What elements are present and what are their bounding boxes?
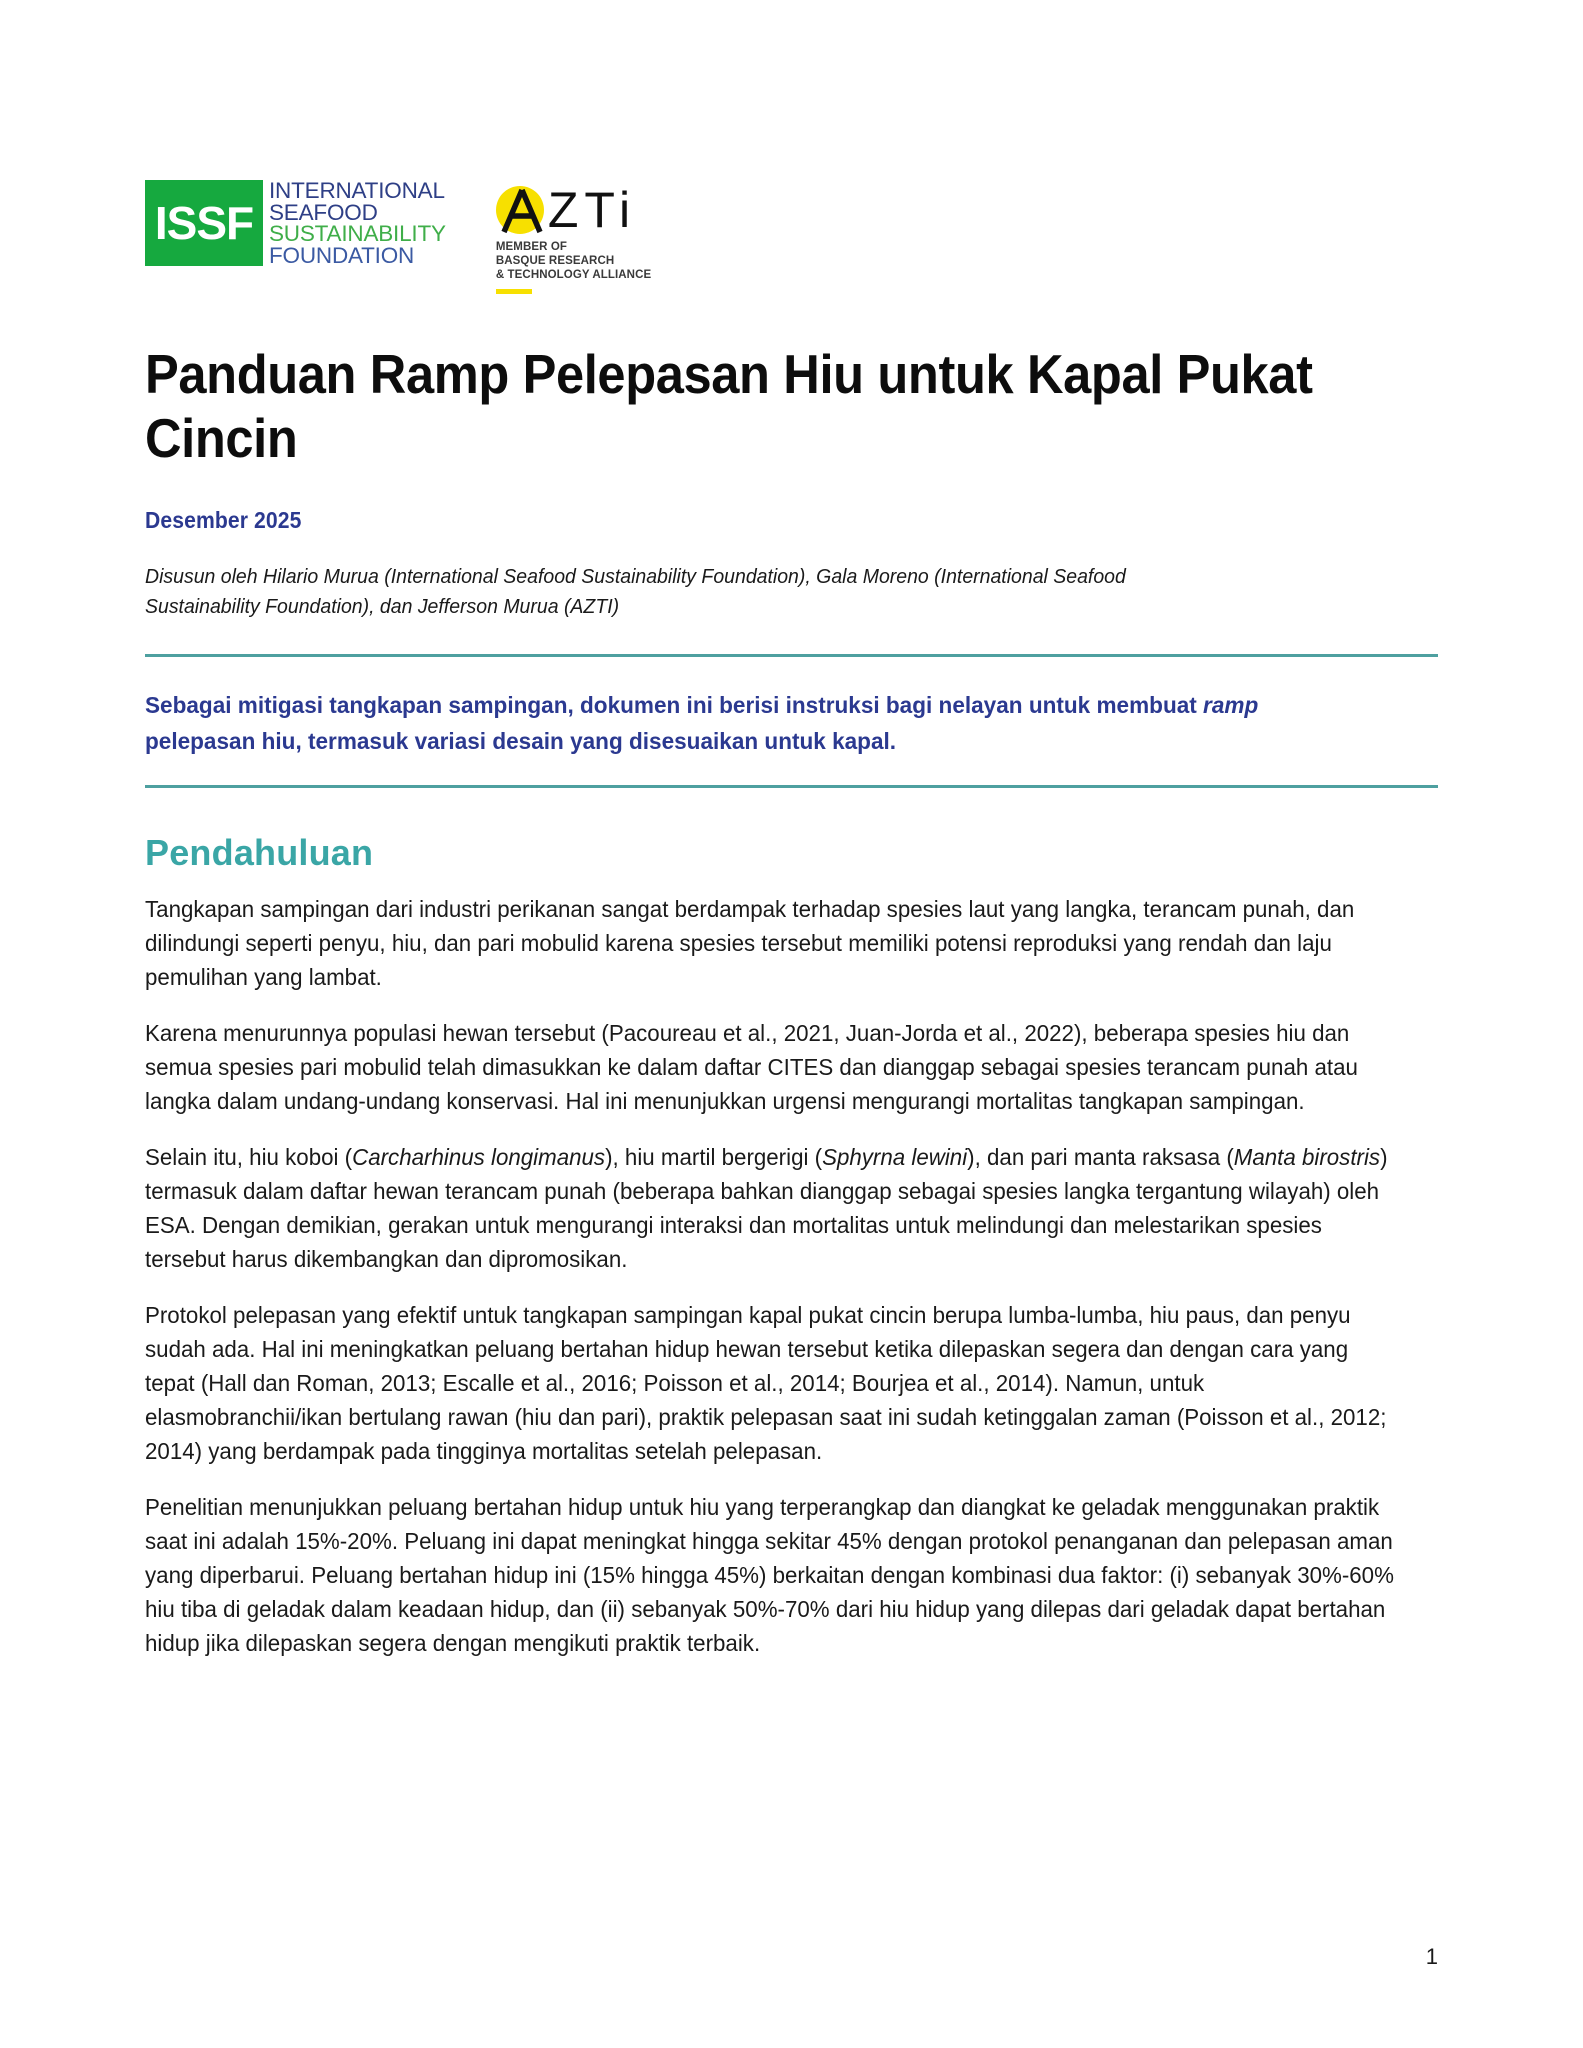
body-paragraph-3 bbox=[145, 1140, 1399, 1276]
section-heading-pendahuluan: Pendahuluan bbox=[145, 831, 374, 873]
issf-word-foundation: FOUNDATION bbox=[269, 242, 415, 268]
body-paragraph-2: Karena menurunnya populasi hewan tersebut (Pacoureau et al., 2021, Juan-Jorda et al., 2022), beberapa spesies hiu dan semua spesies pari mobulid telah dimasukkan ke dalam daftar CITES dan dianggap sebagai spesies terancam punah atau langka dalam undang-undang konservasi. Hal ini menunjukkan urgensi mengurangi mortalitas tangkapan sampingan. bbox=[145, 1019, 1358, 1114]
issf-logo-mark bbox=[145, 180, 263, 266]
azti-subtitle-line-2: BASQUE RESEARCH bbox=[495, 255, 615, 267]
issf-logo-mark-text: ISSF bbox=[154, 197, 254, 249]
paragraph-text-run: Selain itu, hiu koboi ( bbox=[145, 1143, 353, 1170]
body-paragraph-1: Tangkapan sampingan dari industri perikanan sangat berdampak terhadap spesies laut yang langka, terancam punah, dan dilindungi seperti penyu, hiu, dan pari mobulid karena spesies tersebut memiliki potensi reproduksi yang rendah dan laju pemulihan yang lambat. bbox=[145, 895, 1355, 990]
azti-letters: ZTi bbox=[547, 182, 637, 238]
paragraph-text-run: ), hiu martil bergerigi ( bbox=[605, 1143, 823, 1170]
body-paragraph-5: Penelitian menunjukkan peluang bertahan hidup untuk hiu yang terperangkap dan diangkat ke geladak menggunakan praktik saat ini adalah 15%-20%. Peluang ini dapat meningkat hingga sekitar 45% dengan protokol penanganan dan pelepasan aman yang diperbarui. Peluang bertahan hidup ini (15% hingga 45%) berkaitan dengan kombinasi dua faktor: (i) sebanyak 30%-60% hiu tiba di geladak dalam keadaan hidup, dan (ii) sebanyak 50%-70% dari hiu hidup yang dilepas dari geladak dapat bertahan hidup jika dilepaskan segera dengan mengikuti praktik terbaik. bbox=[145, 1493, 1394, 1656]
paragraph-text-run: ), dan pari manta raksasa ( bbox=[967, 1143, 1234, 1170]
azti-wordmark bbox=[496, 182, 696, 238]
callout-text-part-1: Sebagai mitigasi tangkapan sampingan, dokumen ini berisi instruksi bagi nelayan untuk membuat bbox=[145, 691, 1204, 718]
issf-word-sustainability: SUSTAINABILITY bbox=[269, 221, 446, 246]
issf-logo bbox=[145, 180, 446, 266]
species-name-italic: Carcharhinus longimanus bbox=[352, 1143, 606, 1170]
azti-logo bbox=[496, 180, 696, 294]
azti-subtitle bbox=[496, 240, 696, 282]
azti-a-letter-icon bbox=[496, 182, 548, 238]
callout-box bbox=[145, 657, 1438, 785]
species-name-italic: Sphyrna lewini bbox=[822, 1143, 968, 1170]
paragraph-text-run: ) termasuk dalam daftar hewan terancam punah (beberapa bahkan dianggap sebagai spesies langka tergantung wilayah) oleh ESA. Dengan demikian, gerakan untuk mengurangi interaksi dan mortalitas untuk melindungi dan melestarikan spesies tersebut harus dikembangkan dan dipromosikan. bbox=[145, 1143, 1388, 1272]
issf-word-seafood: SEAFOOD bbox=[269, 199, 378, 225]
callout-italic-word: ramp bbox=[1203, 691, 1259, 718]
azti-accent-rule bbox=[496, 289, 532, 294]
page-title: Panduan Ramp Pelepasan Hiu untuk Kapal Pukat Cincin bbox=[145, 343, 1313, 469]
body-paragraph-4: Protokol pelepasan yang efektif untuk tangkapan sampingan kapal pukat cincin berupa lumba-lumba, hiu paus, dan penyu sudah ada. Hal ini meningkatkan peluang bertahan hidup hewan tersebut ketika dilepaskan segera dan dengan cara yang tepat (Hall dan Roman, 2013; Escalle et al., 2016; Poisson et al., 2014; Bourjea et al., 2014). Namun, untuk elasmobranchii/ikan bertulang rawan (hiu dan pari), praktik pelepasan saat ini sudah ketinggalan zaman (Poisson et al., 2012; 2014) yang berdampak pada tingginya mortalitas setelah pelepasan. bbox=[145, 1301, 1387, 1464]
issf-logo-wordmark bbox=[263, 180, 446, 266]
species-name-italic: Manta birostris bbox=[1233, 1143, 1381, 1170]
logo-bar bbox=[145, 0, 1438, 300]
callout-text-part-2: pelepasan hiu, termasuk variasi desain yang disesuaikan untuk kapal. bbox=[145, 727, 897, 754]
azti-subtitle-line-3: & TECHNOLOGY ALLIANCE bbox=[495, 269, 652, 281]
callout-text bbox=[145, 687, 1307, 759]
azti-subtitle-line-1: MEMBER OF bbox=[495, 241, 568, 253]
issf-word-international: INTERNATIONAL bbox=[269, 178, 445, 203]
callout-rule-bottom bbox=[145, 785, 1438, 788]
document-date: Desember 2025 bbox=[145, 506, 302, 533]
document-authors: Disusun oleh Hilario Murua (International Seafood Sustainability Foundation), Gala Moreno (International Seafood Sustainability Foundation), dan Jefferson Murua (AZTI) bbox=[145, 564, 1126, 618]
page-number: 1 bbox=[1425, 1944, 1438, 1969]
